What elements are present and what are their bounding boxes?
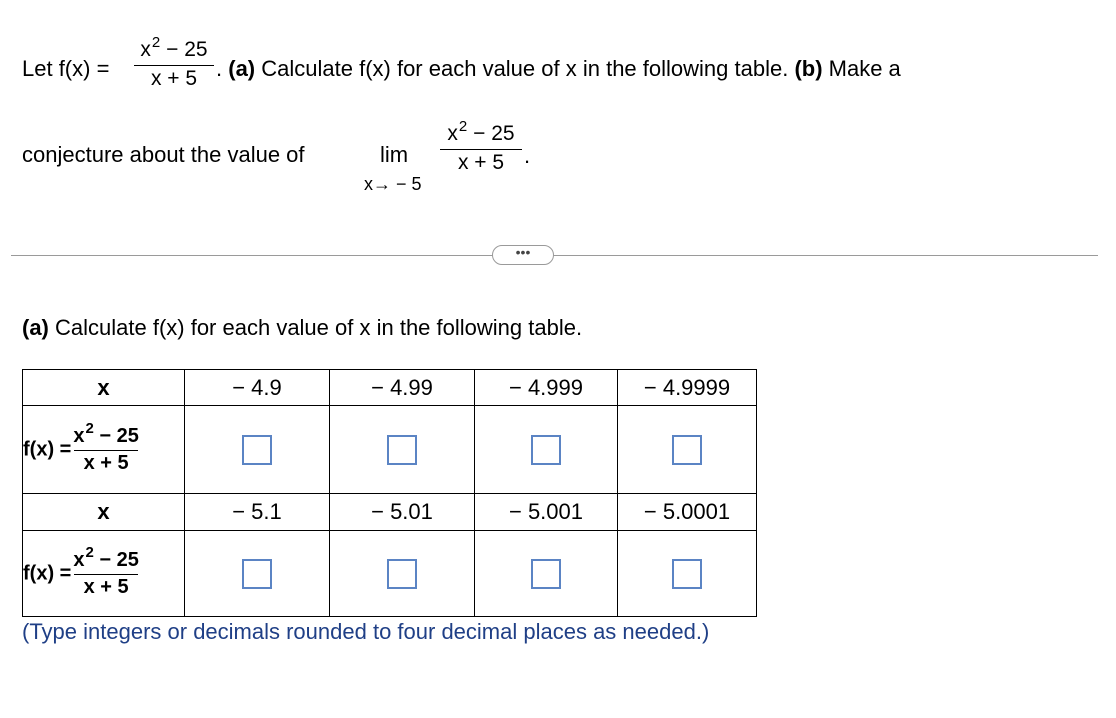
statement-line-1: . (a) Calculate f(x) for each value of x in the following table. (b) Make a xyxy=(216,56,901,81)
fx-numerator: $x^2 - 25$ xyxy=(73,543,139,571)
fx-fraction xyxy=(73,543,139,600)
answer-input[interactable] xyxy=(242,435,272,465)
answer-input[interactable] xyxy=(242,559,272,589)
answer-cell xyxy=(475,406,618,494)
fx-label: f(x) = xyxy=(23,438,72,460)
fraction-denominator: x + 5 xyxy=(150,67,198,90)
answer-table xyxy=(22,369,757,617)
instruction-note: (Type integers or decimals rounded to four decimal places as needed.) xyxy=(22,619,710,644)
fraction-numerator: $x^2 - 25$ xyxy=(140,34,208,61)
x-value-cell: − 4.9 xyxy=(185,370,330,406)
answer-input[interactable] xyxy=(672,435,702,465)
fx-denominator: x + 5 xyxy=(83,575,129,598)
x-header-cell: x xyxy=(23,494,185,531)
x-value-cell: − 5.1 xyxy=(185,494,330,531)
answer-input[interactable] xyxy=(387,559,417,589)
fx-fraction xyxy=(73,419,139,476)
x-value-cell: − 4.99 xyxy=(330,370,475,406)
fx-numerator: $x^2 - 25$ xyxy=(73,419,139,447)
more-options-button[interactable]: ••• xyxy=(492,245,554,265)
answer-cell xyxy=(618,406,757,494)
x-value-cell: − 5.0001 xyxy=(618,494,757,531)
fx-label: f(x) = xyxy=(23,562,72,584)
answer-input[interactable] xyxy=(531,435,561,465)
section-divider xyxy=(11,255,1098,256)
part-a-heading: (a) Calculate f(x) for each value of x in the following table. xyxy=(22,315,583,340)
answer-input[interactable] xyxy=(531,559,561,589)
fx-denominator: x + 5 xyxy=(83,451,129,474)
answer-cell xyxy=(330,406,475,494)
function-fraction xyxy=(134,34,214,92)
fx-header-cell xyxy=(23,406,185,494)
table-row xyxy=(23,531,757,617)
table-row xyxy=(23,494,757,531)
statement-line-2: conjecture about the value of xyxy=(22,142,305,167)
answer-cell xyxy=(185,531,330,617)
fx-header-cell xyxy=(23,531,185,617)
answer-cell xyxy=(475,531,618,617)
x-value-cell: − 5.01 xyxy=(330,494,475,531)
limit-fraction xyxy=(440,118,522,176)
limit-denominator: x + 5 xyxy=(457,151,505,174)
x-header-cell: x xyxy=(23,370,185,406)
lim-word: lim xyxy=(380,142,409,167)
let-label: Let f(x) = xyxy=(22,56,110,81)
answer-cell xyxy=(185,406,330,494)
table-row xyxy=(23,370,757,406)
x-value-cell: − 5.001 xyxy=(475,494,618,531)
answer-cell xyxy=(330,531,475,617)
answer-input[interactable] xyxy=(387,435,417,465)
table-row xyxy=(23,406,757,494)
x-value-cell: − 4.999 xyxy=(475,370,618,406)
x-value-cell: − 4.9999 xyxy=(618,370,757,406)
lim-subscript: x→ − 5 xyxy=(364,174,422,194)
answer-input[interactable] xyxy=(672,559,702,589)
lim-period: . xyxy=(524,143,531,168)
limit-numerator: $x^2 - 25$ xyxy=(447,118,515,145)
answer-cell xyxy=(618,531,757,617)
